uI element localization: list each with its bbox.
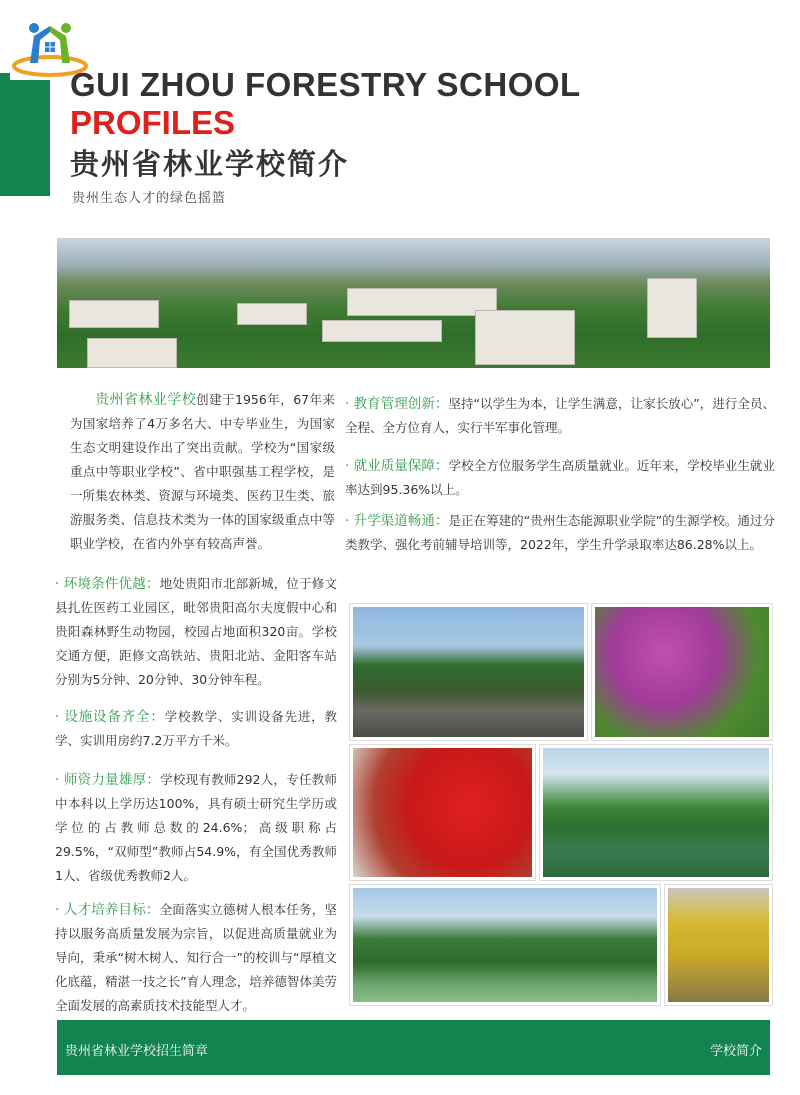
item-label: · 设施设备齐全：: [55, 709, 165, 725]
left-item: [55, 768, 337, 888]
photo-student-parade: [350, 604, 587, 740]
intro-highlight: 贵州省林业学校: [95, 392, 197, 408]
item-text: 坚持“以学生为本，让学生满意，让家长放心”，进行全员、全程、全方位育人，实行半军事化管理。: [345, 396, 776, 435]
photo-ginkgo-tree: [665, 885, 772, 1005]
subtitle: 贵州生态人才的绿色摇篮: [72, 191, 227, 206]
intro-text: 创建于1956年，67年来为国家培养了4万多名大、中专毕业生，为国家生态文明建设作出了突出贡献。学校为“国家级重点中等职业学校”、省中职强基工程学校，是一所集农林类、资源与环境类、医药卫生类、旅游服务类、信息技术类为一体的国家级重点中等职业学校，在省内外享有较高声誉。: [70, 392, 336, 551]
footer-right-text: 学校简介: [709, 1044, 762, 1059]
intro-paragraph: [70, 388, 335, 556]
left-item: [55, 898, 337, 1018]
item-label: · 教育管理创新：: [345, 396, 449, 412]
right-item: [345, 392, 775, 440]
title-profiles: PROFILES: [70, 104, 236, 141]
item-label: · 升学渠道畅通：: [345, 513, 449, 529]
right-item: [345, 454, 775, 502]
item-text: 学校全方位服务学生高质量就业。近年来，学校毕业生就业率达到95.36%以上。: [345, 458, 775, 497]
photo-pavilion-pond: [350, 885, 660, 1005]
item-label: · 环境条件优越：: [55, 576, 160, 592]
item-text: 地处贵阳市北部新城，位于修文县扎佐医药工业园区，毗邻贵阳高尔夫度假中心和贵阳森林野生动物园，校园占地面积320亩。学校交通方便，距修文高铁站、贵阳北站、金阳客车站分别为5分钟、20分钟、30分钟车程。: [55, 576, 337, 687]
photo-redbud-tree: [592, 604, 772, 740]
photo-red-maple: [350, 745, 535, 880]
photo-lake-building: [540, 745, 772, 880]
item-label: · 就业质量保障：: [345, 458, 449, 474]
title-english: GUI ZHOU FORESTRY SCHOOL: [70, 66, 581, 103]
left-item: [55, 572, 337, 692]
left-item: [55, 705, 337, 753]
item-text: 学校教学、实训设备先进，教学、实训用房约7.2万平方千米。: [55, 709, 337, 748]
item-label: · 师资力量雄厚：: [55, 772, 161, 788]
footer-left-text: 贵州省林业学校招生简章: [65, 1044, 209, 1059]
item-text: 全面落实立德树人根本任务，坚持以服务高质量发展为宗旨，以促进高质量就业为导向，秉承“树木树人、知行合一”的校训与“厚植文化底蕴，精湛一技之长”育人理念，培养德智体美劳全面发展的高素质技术技能型人才。: [55, 902, 337, 1013]
item-text: 学校现有教师292人，专任教师中本科以上学历达100%，具有硕士研究生学历或学位的占教师总数的24.6%；高级职称占29.5%，“双师型”教师占54.9%，有全国优秀教师1人、省级优秀教师2人。: [55, 772, 337, 883]
right-item: [345, 509, 775, 557]
campus-panorama-photo: [57, 238, 770, 368]
green-accent-bar: [0, 73, 50, 196]
footer-bar: [57, 1020, 770, 1075]
title-chinese: 贵州省林业学校简介: [70, 147, 350, 181]
item-label: · 人才培养目标：: [55, 902, 160, 918]
item-text: 是正在筹建的“贵州生态能源职业学院”的生源学校。通过分类教学、强化考前辅导培训等，2022年，学生升学录取率达86.28%以上。: [345, 513, 776, 552]
